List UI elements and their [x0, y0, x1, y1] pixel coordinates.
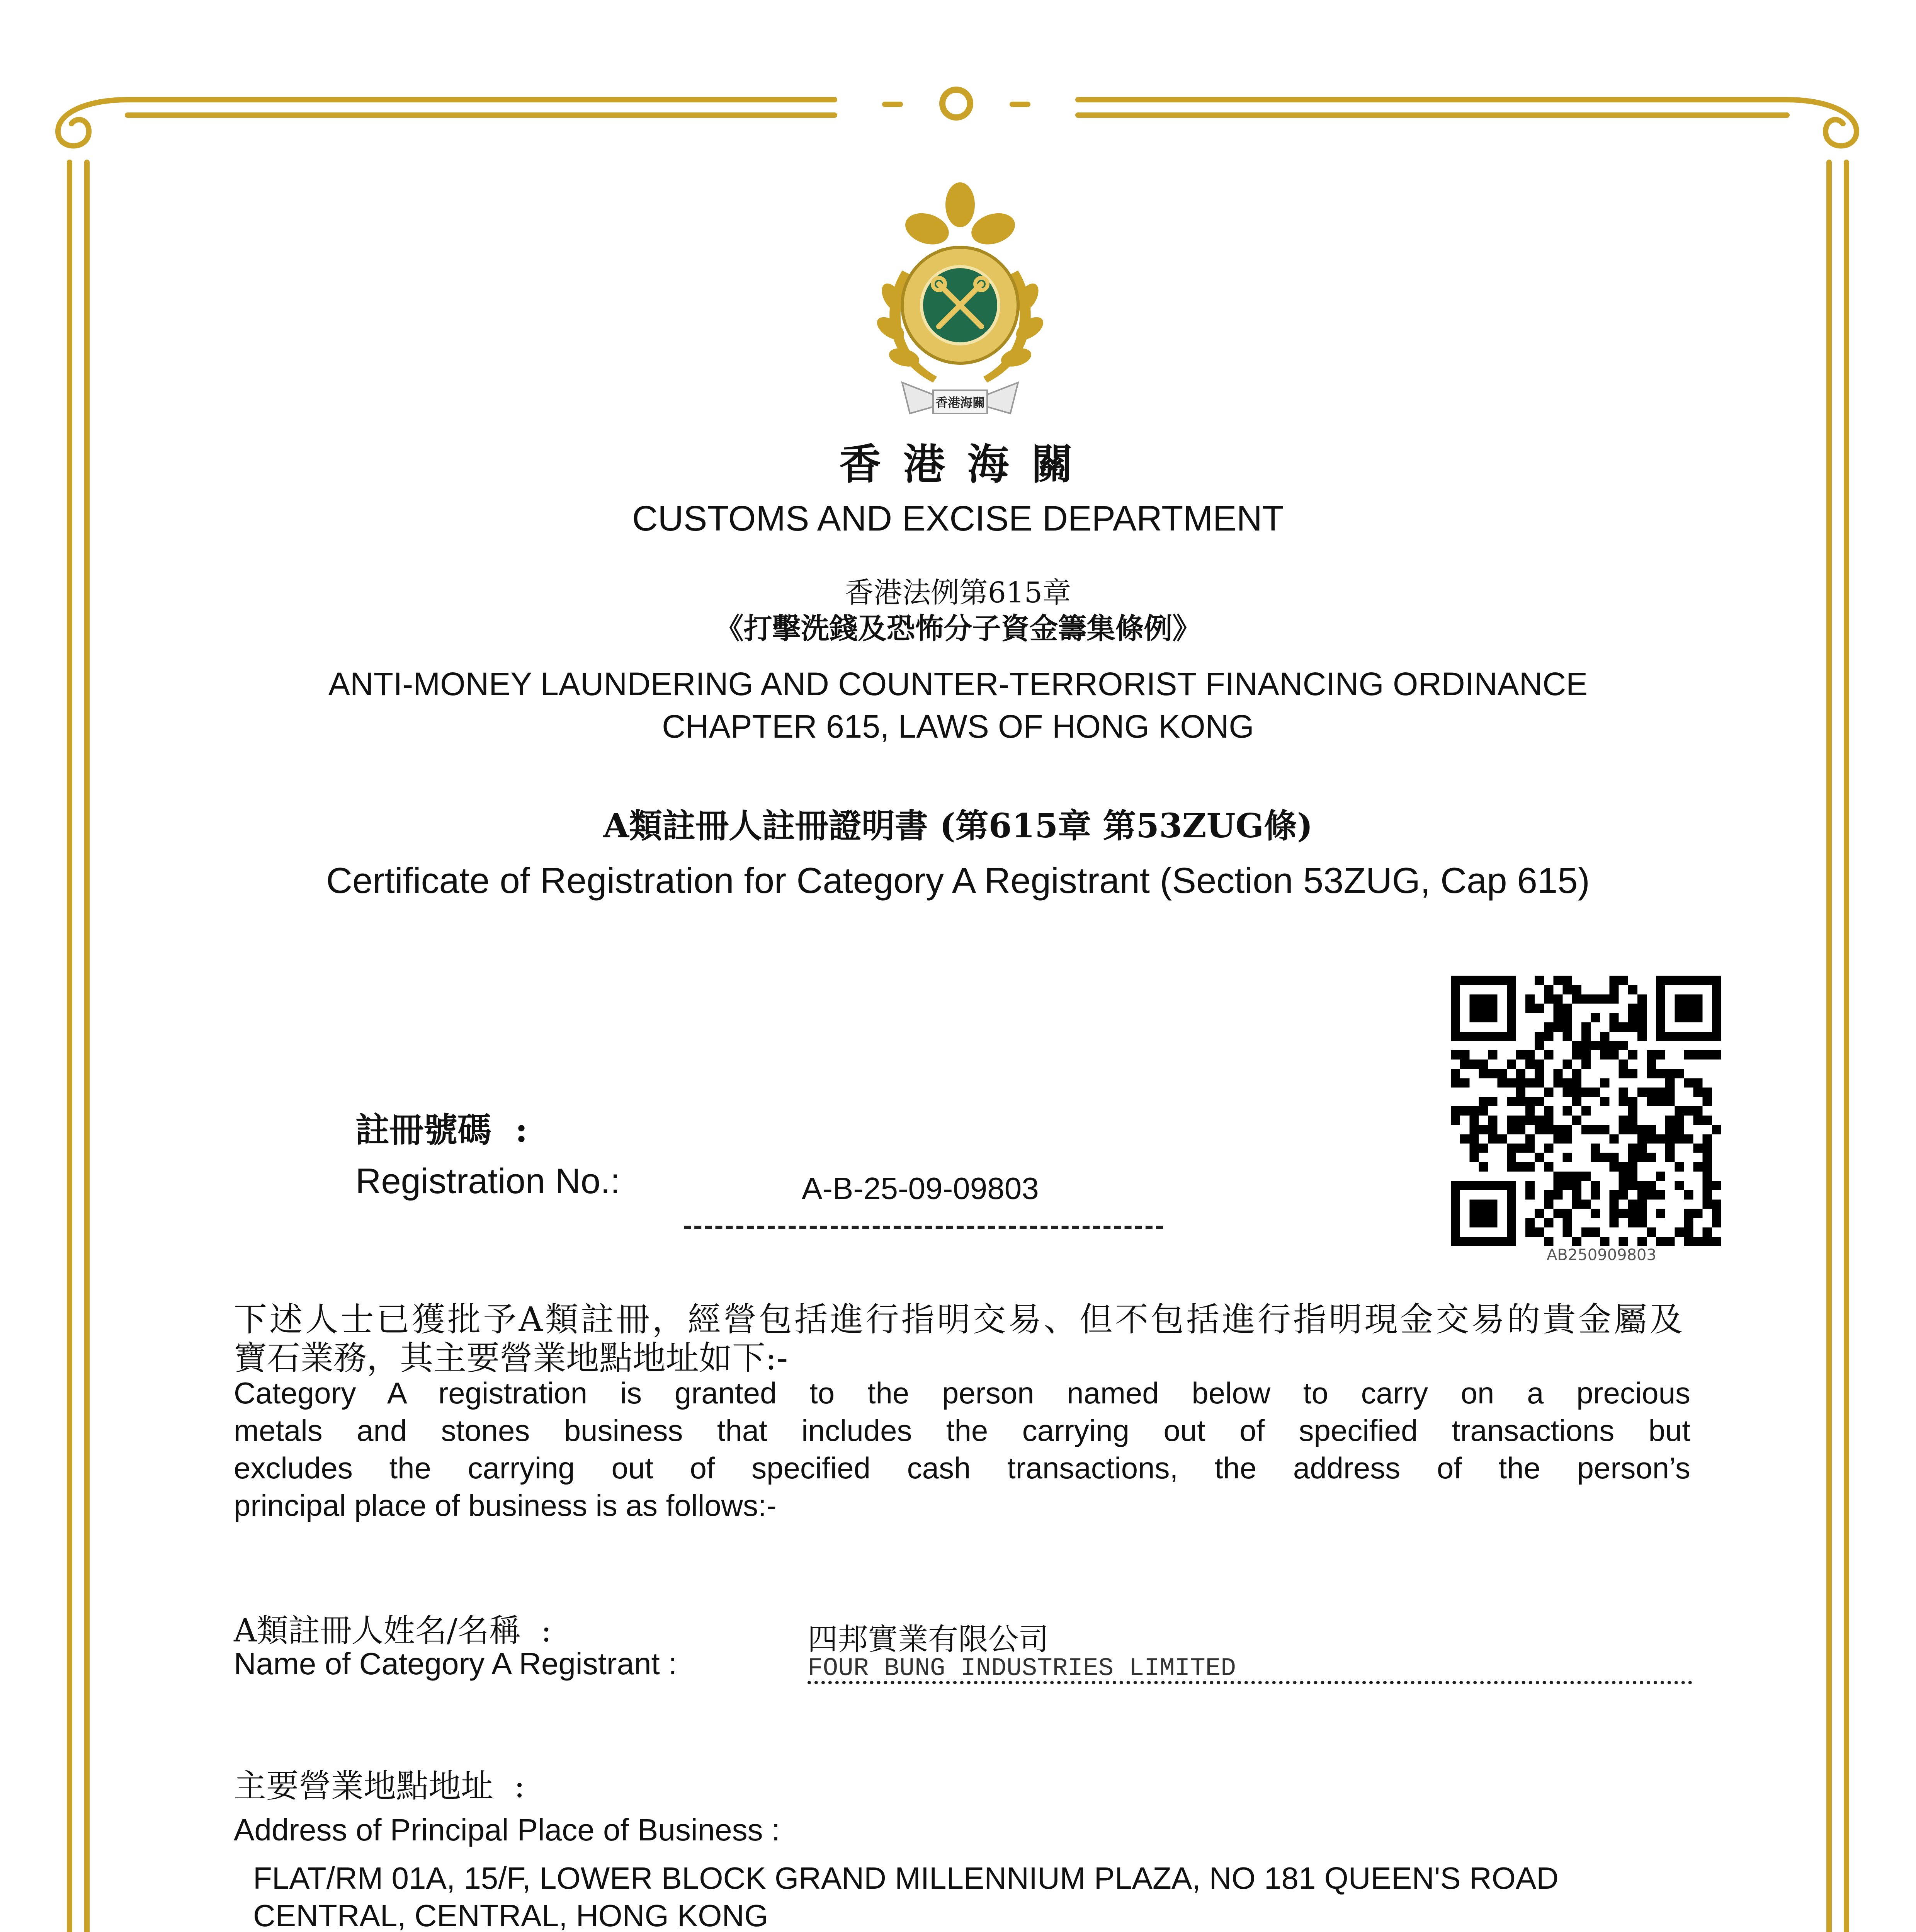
- customs-emblem-icon: [856, 182, 1064, 429]
- law-title-zh: 《打擊洗錢及恐怖分子資金籌集條例》: [715, 612, 1201, 645]
- law-title-en: ANTI-MONEY LAUNDERING AND COUNTER-TERRORIST FINANCING ORDINANCE: [328, 666, 1588, 702]
- grant-text-en-line4: principal place of business is as follows:-: [234, 1488, 777, 1522]
- registration-label-en: Registration No.:: [355, 1162, 621, 1201]
- certificate-title-en: Certificate of Registration for Category A Registrant (Section 53ZUG, Cap 615): [326, 860, 1590, 901]
- grant-text-en-line1: Category A registration is granted to the person named below to carry on a precious: [234, 1376, 1690, 1410]
- registrant-label-zh: A類註冊人姓名/名稱 :: [234, 1612, 552, 1649]
- department-name-zh: 香 港 海 關: [839, 440, 1077, 489]
- registrant-name-en: FOUR BUNG INDUSTRIES LIMITED: [808, 1654, 1236, 1683]
- certificate-title-zh: A類註冊人註冊證明書 (第615章 第53ZUG條): [603, 806, 1313, 845]
- registrant-name-underline: [808, 1681, 1692, 1684]
- grant-text-zh-line1: 下述人士已獲批予A類註冊，經營包括進行指明交易、但不包括進行指明現金交易的貴金屬及: [234, 1300, 1683, 1339]
- address-label-zh: 主要營業地點地址 :: [234, 1767, 525, 1805]
- grant-text-en-line2: metals and stones business that includes the carrying out of specified transactions but: [234, 1413, 1690, 1447]
- registrant-label-en: Name of Category A Registrant :: [234, 1646, 677, 1681]
- registration-label-zh: 註冊號碼 :: [355, 1110, 528, 1150]
- emblem-badge-text: 香港海關: [935, 395, 985, 410]
- qr-code: [1451, 976, 1721, 1246]
- address-line2: CENTRAL, CENTRAL, HONG KONG: [253, 1898, 768, 1932]
- grant-text-en-line3: excludes the carrying out of specified cash transactions, the address of the person’s: [234, 1451, 1690, 1485]
- registration-number-underline: [684, 1226, 1163, 1229]
- law-chapter-en: CHAPTER 615, LAWS OF HONG KONG: [662, 708, 1254, 745]
- registrant-name-zh: 四邦實業有限公司: [808, 1622, 1049, 1657]
- law-chapter-zh: 香港法例第615章: [845, 576, 1071, 609]
- address-label-en: Address of Principal Place of Business :: [234, 1813, 780, 1847]
- registration-number: A-B-25-09-09803: [802, 1171, 1039, 1206]
- grant-text-zh-line2: 寶石業務，其主要營業地點地址如下:-: [234, 1339, 788, 1378]
- address-line1: FLAT/RM 01A, 15/F, LOWER BLOCK GRAND MILLENNIUM PLAZA, NO 181 QUEEN'S ROAD: [253, 1861, 1559, 1895]
- qr-caption: AB250909803: [1547, 1246, 1656, 1264]
- department-name-en: CUSTOMS AND EXCISE DEPARTMENT: [632, 499, 1284, 538]
